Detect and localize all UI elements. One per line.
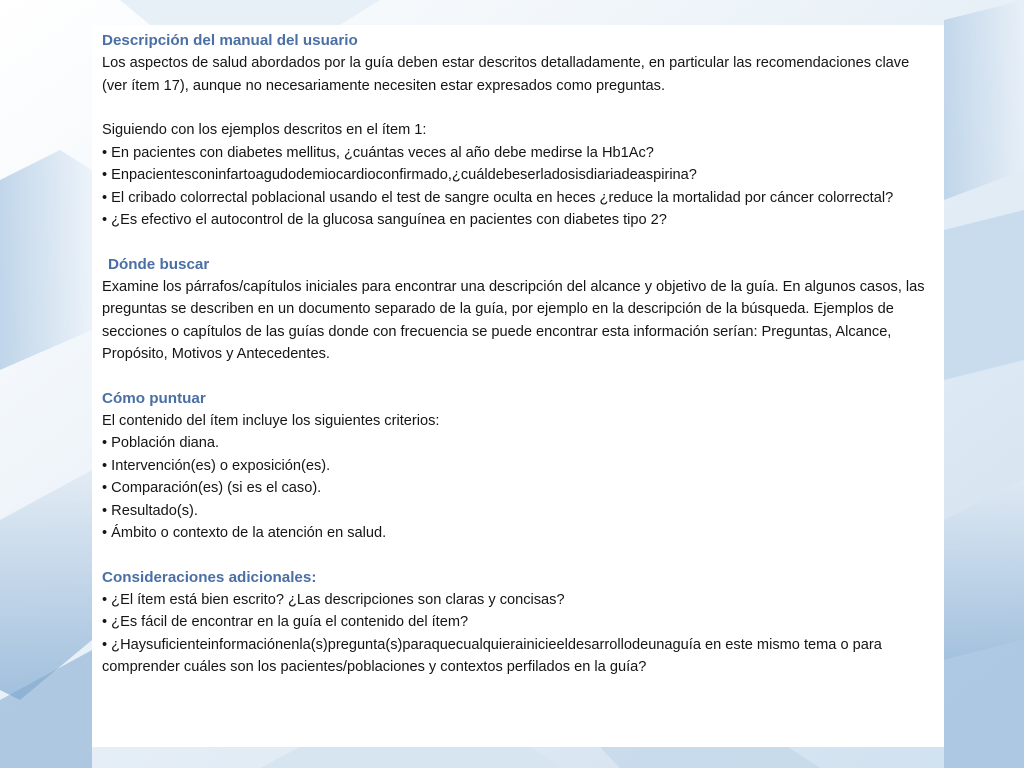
heading-como-puntuar: Cómo puntuar	[102, 389, 206, 407]
como-puntuar-intro: El contenido del ítem incluye los siguientes criterios:	[102, 412, 440, 429]
document-panel	[92, 25, 944, 747]
list-item: • ¿Es fácil de encontrar en la guía el contenido del ítem?	[102, 611, 934, 634]
section-consideraciones	[102, 567, 934, 679]
list-item: • Enpacientesconinfartoagudodemiocardioconfirmado,¿cuáldebeserladosisdiariadeaspirina?	[102, 164, 934, 187]
donde-buscar-body: Examine los párrafos/capítulos iniciales para encontrar una descripción del alcance y objetivo de la guía. En algunos casos, las preguntas se describen en un documento separado de la guía, por ejemplo en la descripción de la búsqueda. Ejemplos de secciones o capítulos de las guías donde con frecuencia se puede encontrar esta información serían: Preguntas, Alcance, Propósito, Motivos y Antecedentes.	[102, 278, 925, 362]
descripcion-body: Los aspectos de salud abordados por la guía deben estar descritos detalladamente, en particular las recomendaciones clave (ver ítem 17), aunque no necesariamente necesiten estar expresados como preguntas.	[102, 55, 910, 94]
list-item: • Intervención(es) o exposición(es).	[102, 455, 934, 478]
list-item: • Ámbito o contexto de la atención en salud.	[102, 522, 934, 545]
list-item: • ¿Haysuficienteinformaciónenla(s)pregunta(s)paraquecualquierainicieeldesarrollodeunaguía en este mismo tema o para comprender cuáles son los pacientes/poblaciones y contextos perfilados en la guía?	[102, 634, 934, 679]
heading-consideraciones: Consideraciones adicionales:	[102, 568, 317, 586]
ejemplos-intro: Siguiendo con los ejemplos descritos en el ítem 1:	[102, 122, 427, 138]
list-item: • ¿El ítem está bien escrito? ¿Las descripciones son claras y concisas?	[102, 589, 934, 612]
ejemplos-list	[102, 142, 934, 232]
heading-donde-buscar: Dónde buscar	[108, 255, 210, 273]
list-item: • El cribado colorrectal poblacional usando el test de sangre oculta en heces ¿reduce la mortalidad por cáncer colorrectal?	[102, 187, 934, 210]
section-ejemplos	[102, 119, 934, 232]
consideraciones-list	[102, 589, 934, 679]
section-descripcion	[102, 30, 934, 97]
list-item: • ¿Es efectivo el autocontrol de la glucosa sanguínea en pacientes con diabetes tipo 2?	[102, 209, 934, 232]
list-item: • Comparación(es) (si es el caso).	[102, 477, 934, 500]
heading-descripcion: Descripción del manual del usuario	[102, 32, 358, 49]
criterios-list	[102, 432, 934, 545]
section-como-puntuar	[102, 388, 934, 545]
list-item: • Resultado(s).	[102, 500, 934, 523]
list-item: • Población diana.	[102, 432, 934, 455]
section-donde-buscar	[102, 254, 934, 366]
list-item: • En pacientes con diabetes mellitus, ¿cuántas veces al año debe medirse la Hb1Ac?	[102, 142, 934, 165]
